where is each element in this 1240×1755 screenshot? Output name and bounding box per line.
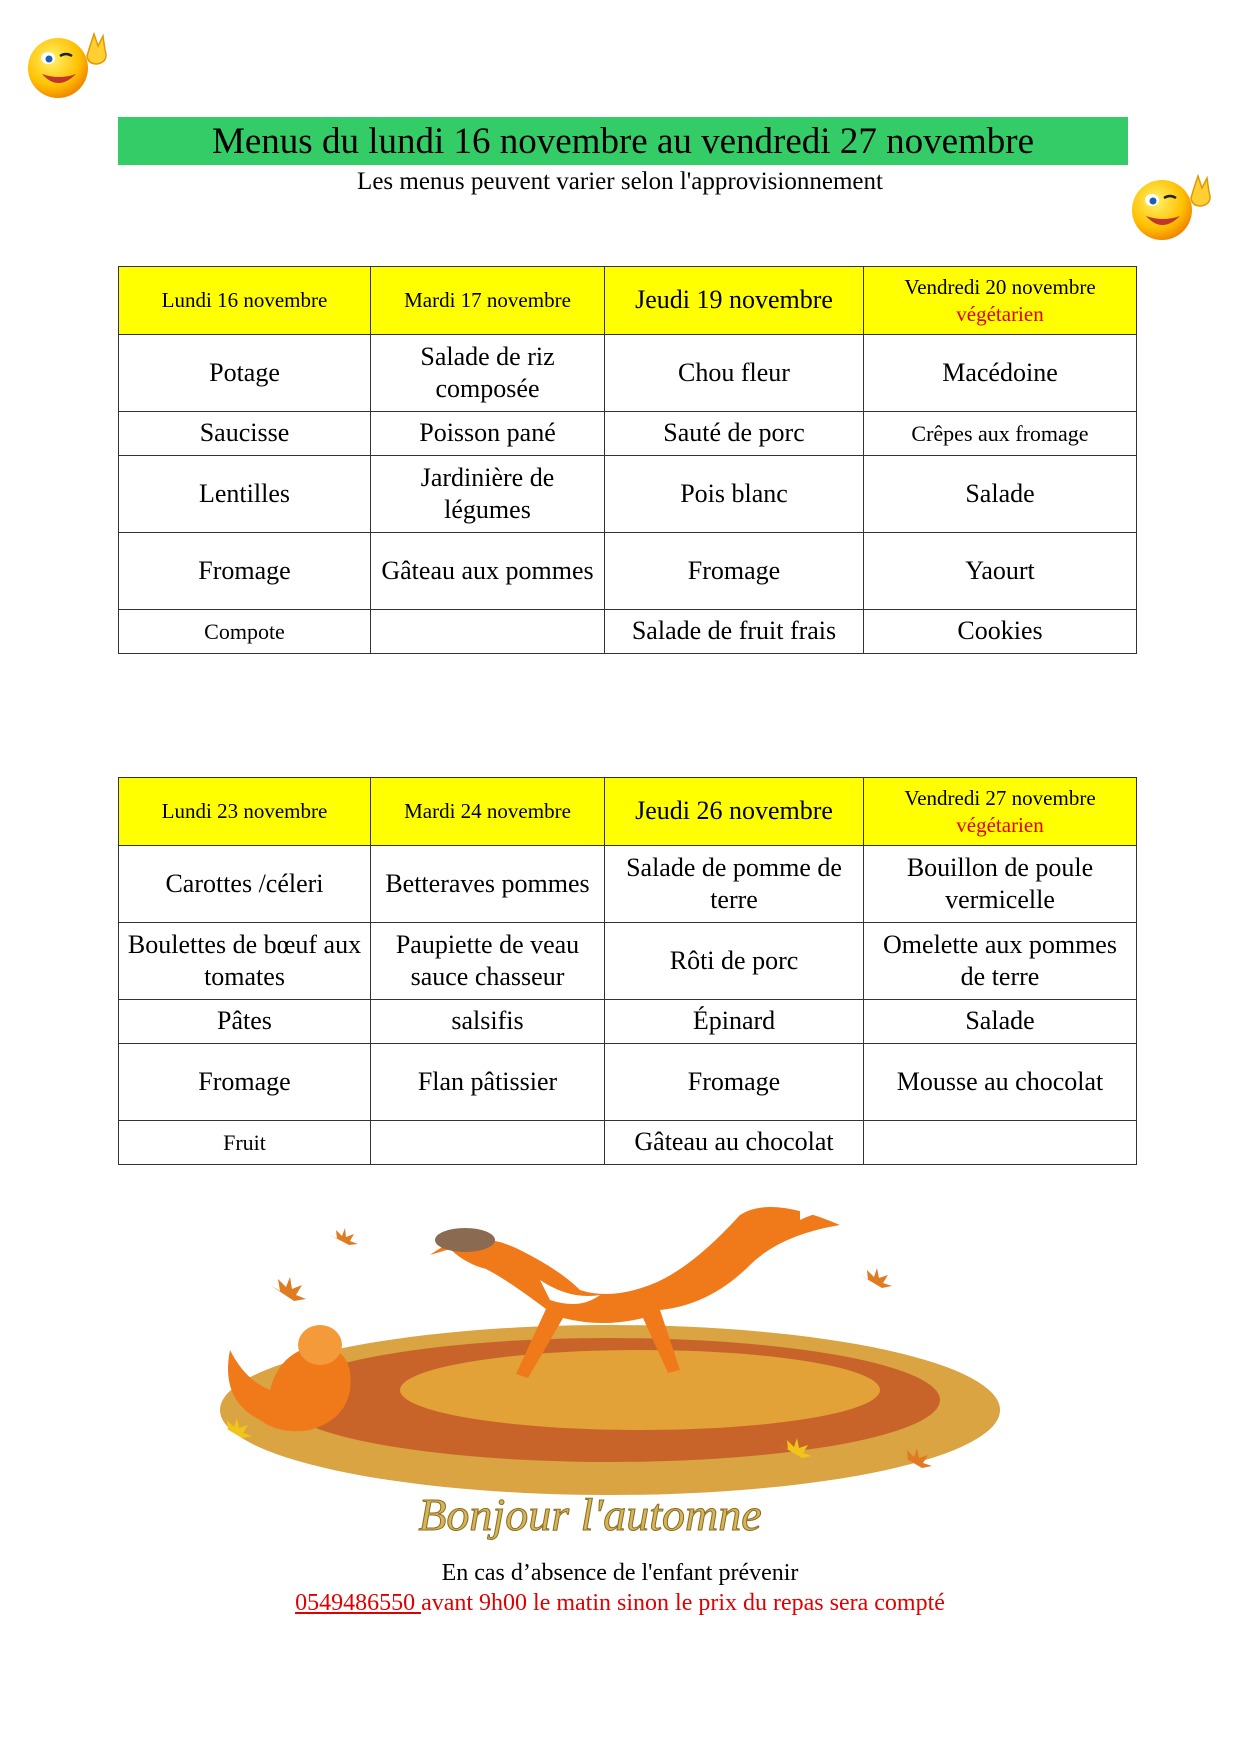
day-header [119, 267, 371, 335]
page-subtitle: Les menus peuvent varier selon l'approvisionnement [357, 168, 883, 195]
menu-row [119, 846, 1137, 923]
menu-cell: Salade de pomme de terre [605, 846, 864, 923]
menu-cell: Carottes /céleri [119, 846, 371, 923]
menu-cell: Chou fleur [605, 335, 864, 412]
menu-cell: Betteraves pommes [371, 846, 605, 923]
menu-row [119, 412, 1137, 456]
menu-row [119, 456, 1137, 533]
menu-cell: Sauté de porc [605, 412, 864, 456]
menu-cell: Fromage [119, 1044, 371, 1121]
day-header-row [119, 267, 1137, 335]
menu-cell: Mousse au chocolat [864, 1044, 1137, 1121]
phone-number: 0549486550 [295, 1590, 422, 1616]
menu-cell: Fromage [605, 1044, 864, 1121]
menu-cell: Paupiette de veau sauce chasseur [371, 923, 605, 1000]
day-header [605, 267, 864, 335]
day-label: Jeudi 19 novembre [635, 285, 833, 315]
menu-cell: Jardinière de légumes [371, 456, 605, 533]
menu-cell: Salade [864, 1000, 1137, 1044]
menu-cell: salsifis [371, 1000, 605, 1044]
day-header [119, 778, 371, 846]
menu-cell: Salade de riz composée [371, 335, 605, 412]
day-header [371, 267, 605, 335]
day-header [605, 778, 864, 846]
menu-cell: Potage [119, 335, 371, 412]
menu-row [119, 1000, 1137, 1044]
menu-cell [864, 1121, 1137, 1165]
menu-cell: Rôti de porc [605, 923, 864, 1000]
notice-line-1: En cas d’absence de l'enfant prévenir [441, 1560, 799, 1586]
day-label: Vendredi 27 novembre [904, 786, 1096, 811]
menu-cell: Pois blanc [605, 456, 864, 533]
menu-cell: Compote [119, 610, 371, 654]
winking-emoji-icon [24, 28, 114, 108]
day-label: Lundi 16 novembre [161, 288, 328, 313]
menu-row [119, 1121, 1137, 1165]
menu-cell: Salade [864, 456, 1137, 533]
menu-row [119, 1044, 1137, 1121]
winking-emoji-icon [1128, 168, 1218, 248]
day-label: Jeudi 26 novembre [635, 796, 833, 826]
day-label: Vendredi 20 novembre [904, 275, 1096, 300]
menu-cell: Gâteau aux pommes [371, 533, 605, 610]
menu-cell: Omelette aux pommes de terre [864, 923, 1137, 1000]
menu-table-week-1 [118, 266, 1137, 654]
illustration-caption: Bonjour l'automne [418, 1489, 762, 1540]
menu-cell: Gâteau au chocolat [605, 1121, 864, 1165]
menu-row [119, 533, 1137, 610]
menu-cell [371, 1121, 605, 1165]
menu-cell: Yaourt [864, 533, 1137, 610]
vegetarian-note: végétarien [956, 301, 1044, 326]
menu-cell: Salade de fruit frais [605, 610, 864, 654]
menu-cell: Flan pâtissier [371, 1044, 605, 1121]
menu-cell: Bouillon de poule vermicelle [864, 846, 1137, 923]
menu-row [119, 335, 1137, 412]
page-title: Menus du lundi 16 novembre au vendredi 27 novembre [211, 120, 1035, 162]
absence-notice [160, 1558, 1080, 1618]
menu-cell: Épinard [605, 1000, 864, 1044]
menu-cell: Boulettes de bœuf aux tomates [119, 923, 371, 1000]
menu-table-week-2 [118, 777, 1137, 1165]
day-header [864, 267, 1137, 335]
menu-cell [371, 610, 605, 654]
autumn-fox-illustration [180, 1195, 1060, 1555]
notice-line-2-text: avant 9h00 le matin sinon le prix du repas sera compté [421, 1590, 945, 1616]
menu-cell: Fromage [119, 533, 371, 610]
day-label: Mardi 24 novembre [404, 799, 571, 824]
menu-cell: Lentilles [119, 456, 371, 533]
notice-line-2 [160, 1588, 1080, 1618]
menu-cell: Macédoine [864, 335, 1137, 412]
menu-row [119, 923, 1137, 1000]
vegetarian-note: végétarien [956, 812, 1044, 837]
title-banner [118, 117, 1128, 165]
day-label: Mardi 17 novembre [404, 288, 571, 313]
day-header [371, 778, 605, 846]
menu-cell: Poisson pané [371, 412, 605, 456]
menu-cell: Fruit [119, 1121, 371, 1165]
menu-cell: Crêpes aux fromage [864, 412, 1137, 456]
day-header-row [119, 778, 1137, 846]
day-header [864, 778, 1137, 846]
menu-cell: Cookies [864, 610, 1137, 654]
menu-row [119, 610, 1137, 654]
menu-cell: Saucisse [119, 412, 371, 456]
menu-cell: Pâtes [119, 1000, 371, 1044]
day-label: Lundi 23 novembre [161, 799, 328, 824]
menu-cell: Fromage [605, 533, 864, 610]
